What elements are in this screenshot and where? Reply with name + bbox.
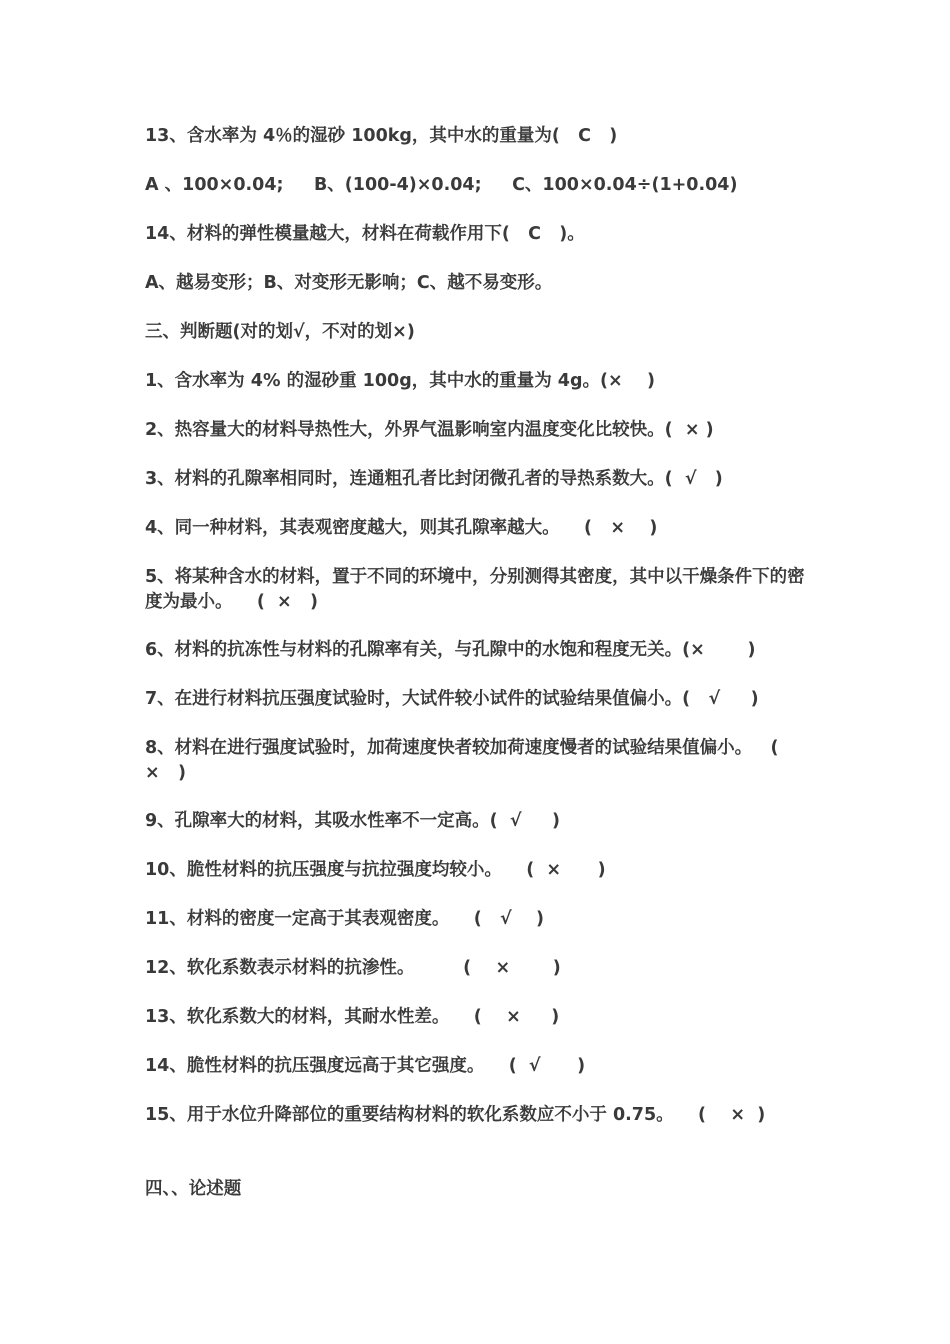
judge-item-9: 9、孔隙率大的材料，其吸水性率不一定高。( √ ) <box>145 811 560 831</box>
question-14-options: A、越易变形；B、对变形无影响；C、越不易变形。 <box>145 273 553 293</box>
judge-item-10: 10、脆性材料的抗压强度与抗拉强度均较小。 ( × ) <box>145 860 606 880</box>
judge-item-7: 7、在进行材料抗压强度试验时，大试件较小试件的试验结果值偏小。( √ ) <box>145 689 759 709</box>
question-13-options: A 、100×0.04; B、(100-4)×0.04; C、100×0.04÷(1+0.04) <box>145 175 738 195</box>
judge-item-6: 6、材料的抗冻性与材料的孔隙率有关，与孔隙中的水饱和程度无关。(× ) <box>145 640 756 660</box>
judge-item-12: 12、软化系数表示材料的抗渗性。 ( × ) <box>145 958 561 978</box>
judge-item-4: 4、同一种材料，其表观密度越大，则其孔隙率越大。 ( × ) <box>145 518 658 538</box>
judge-item-1: 1、含水率为 4% 的湿砂重 100g，其中水的重量为 4g。(× ) <box>145 371 656 391</box>
section-4-heading: 四、、论述题 <box>145 1179 242 1199</box>
judge-item-15: 15、用于水位升降部位的重要结构材料的软化系数应不小于 0.75。 ( × ) <box>145 1105 766 1125</box>
judge-item-2: 2、热容量大的材料导热性大，外界气温影响室内温度变化比较快。( × ) <box>145 420 714 440</box>
judge-item-3: 3、材料的孔隙率相同时，连通粗孔者比封闭微孔者的导热系数大。( √ ) <box>145 469 723 489</box>
section-3-heading: 三、判断题(对的划√，不对的划×) <box>145 322 415 342</box>
judge-item-8: 8、材料在进行强度试验时，加荷速度快者较加荷速度慢者的试验结果值偏小。 ( × ) <box>145 738 791 783</box>
judge-item-11: 11、材料的密度一定高于其表观密度。 ( √ ) <box>145 909 545 929</box>
question-13: 13、含水率为 4％的湿砂 100kg，其中水的重量为( C ) <box>145 126 618 146</box>
question-14: 14、材料的弹性模量越大，材料在荷载作用下( C )。 <box>145 224 585 244</box>
judge-item-14: 14、脆性材料的抗压强度远高于其它强度。 ( √ ) <box>145 1056 586 1076</box>
judge-item-5: 5、将某种含水的材料，置于不同的环境中，分别测得其密度，其中以干燥条件下的密度为最小。 ( × ) <box>145 567 805 612</box>
judge-item-13: 13、软化系数大的材料，其耐水性差。 ( × ) <box>145 1007 560 1027</box>
